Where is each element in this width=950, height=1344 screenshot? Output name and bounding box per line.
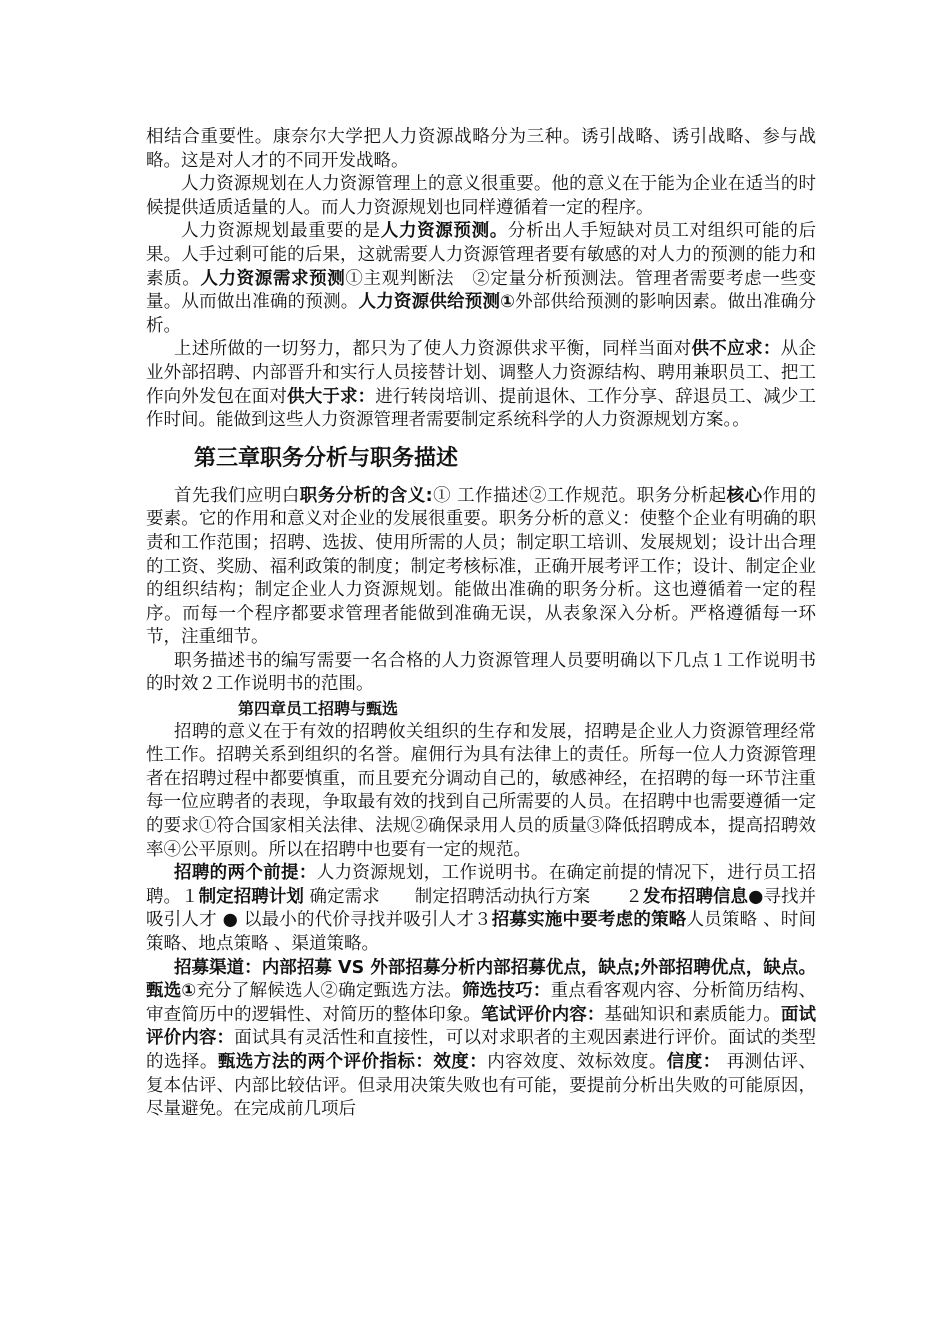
- text-run: 基础知识和素质能力。: [604, 1004, 781, 1025]
- text-run: 职务描述书的编写需要一名合格的人力资源管理人员要明确以下几点１工作说明书的时效２工作说明书的范围。: [146, 650, 816, 695]
- text-run: 寻找并吸引人才 ● 以最小的代价寻找并吸引人才３: [146, 886, 817, 931]
- paragraph-recruitment-meaning: [146, 721, 816, 863]
- text-run: 从企业外部招聘、内部晋升和实行人员接替计划、调整人力资源结构、聘用兼职员工、把工作向外发包在面对: [146, 339, 817, 407]
- text-run: ①主观判断法 ②定量分析预测法。管理者需要考虑一些变量。从而做出准确的预测。: [146, 268, 816, 313]
- bold-term: 人力资源需求预测: [200, 268, 346, 289]
- bold-term: 面试评价内容：: [146, 1004, 817, 1049]
- bold-term: 制定招聘计划: [198, 886, 304, 907]
- text-run: 确定需求 制定招聘活动执行方案 ２: [303, 886, 643, 907]
- bold-term: 筛选技巧：: [462, 981, 551, 1002]
- text-run: 重点看客观内容、分析简历结构、审查简历中的逻辑性、对简历的整体印象。: [146, 981, 817, 1025]
- text-run: 上述所做的一切努力，都只为了使人力资源供求平衡，同样当面对: [174, 339, 692, 360]
- text-run: 人力资源规划最重要的是: [181, 221, 381, 242]
- text-run: 首先我们应明白: [174, 485, 300, 506]
- bold-term: 甄选方法的两个评价指标：效度：: [217, 1051, 488, 1072]
- bold-term: 人力资源供给预测①: [358, 292, 516, 313]
- paragraph-supply-demand-balance: [146, 338, 816, 432]
- bold-term: 发布招聘信息●: [642, 886, 764, 907]
- text-run: 人力资源规划，工作说明书。在确定前提的情况下，进行员工招聘。１: [146, 863, 817, 907]
- paragraph-hr-forecast: [146, 220, 816, 338]
- text-run: 人力资源规划在人力资源管理上的意义很重要。他的意义在于能为企业在适当的时候提供适质适量的人。而人力资源规划也同样遵循着一定的程序。: [146, 174, 816, 218]
- bold-term: 信度：: [666, 1051, 721, 1072]
- bold-term: 供大于求：: [287, 386, 376, 407]
- text-run: 充分了解候选人②确定甄选方法。: [196, 981, 463, 1002]
- text-run: 招聘的意义在于有效的招聘攸关组织的生存和发展，招聘是企业人力资源管理经常性工作。招聘关系到组织的名誉。雇佣行为具有法律上的责任。所每一位人力资源管理者在招聘过程中都要慎重，而且要充分调动自己的，敏感神经，在招聘的每一环节注重每一位应聘者的表现，争取最有效的找到自己所需要的人员。在招聘中也需要遵循一定的要求①符合国家相关法律、法规②确保录用人员的质量③降低招聘成本，提高招聘效率④公平原则。所以在招聘中也要有一定的规范。: [146, 721, 816, 860]
- chapter-3-heading: 第三章职务分析与职务描述: [194, 445, 459, 471]
- text-run: 作用的要素。它的作用和意义对企业的发展很重要。职务分析的意义：使整个企业有明确的职责和工作范围；招聘、选拔、使用所需的人员；制定职工培训、发展规划；设计出合理的工资、奖励、福利政策的制度；制定考核标准，正确开展考评工作；设计、制定企业的组织结构；制定企业人力资源规划。能做出准确的职务分析。这也遵循着一定的程序。而每一个程序都要求管理者能做到准确无误，从表象深入分析。严格遵循每一环节，注重细节。: [146, 485, 817, 648]
- paragraph-recruitment-premises: [146, 862, 816, 956]
- chapter-4-heading: 第四章员工招聘与甄选: [238, 699, 399, 719]
- bold-term: 笔试评价内容：: [481, 1004, 605, 1025]
- bold-term: 供不应求：: [691, 339, 781, 360]
- text-run: ① 工作描述②工作规范。职务分析起: [432, 485, 727, 506]
- paragraph-hr-planning-meaning: [146, 173, 816, 220]
- bold-term: 招聘的两个前提：: [174, 863, 317, 884]
- text-run: 外部供给预测的影响因素。做出准确分析。: [146, 292, 817, 336]
- text-run: 再测估评、复本估评、内部比较估评。但录用决策失败也有可能，要提前分析出失败的可能原因，尽量避免。在完成前几项后: [146, 1051, 817, 1120]
- text-run: 内容效度、效标效度。: [487, 1051, 667, 1072]
- paragraph-strategy-types: [146, 126, 816, 173]
- bold-term: 职务分析的含义:: [299, 485, 433, 506]
- bold-term: 招募渠道：内部招募 VS 外部招募分析内部招募优点，缺点;外部招聘优点，缺点。甄选①: [146, 957, 816, 1002]
- paragraph-job-analysis: [146, 485, 816, 650]
- bold-term: 招募实施中要考虑的策略: [491, 910, 687, 931]
- paragraph-job-description: [146, 650, 816, 697]
- text-run: 面试具有灵活性和直接性，可以对求职者的主观因素进行评价。面试的类型的选择。: [146, 1028, 817, 1072]
- bold-term: 核心: [726, 485, 763, 506]
- text-run: 人员策略 、时间策略、地点策略 、渠道策略。: [146, 910, 816, 954]
- document-page: [146, 126, 816, 1122]
- text-run: 进行转岗培训、提前退休、工作分享、辞退员工、减少工作时间。能做到这些人力资源管理者需要制定系统科学的人力资源规划方案。。: [146, 386, 817, 431]
- text-run: 分析出人手短缺对员工对组织可能的后果。人手过剩可能的后果，这就需要人力资源管理者要有敏感的对人力的预测的能力和素质。: [146, 221, 817, 289]
- text-run: 相结合重要性。康奈尔大学把人力资源战略分为三种。诱引战略、诱引战略、参与战略。这是对人才的不同开发战略。: [146, 127, 816, 171]
- bold-term: 人力资源预测。: [380, 221, 508, 242]
- paragraph-recruitment-channels: [146, 957, 816, 1122]
